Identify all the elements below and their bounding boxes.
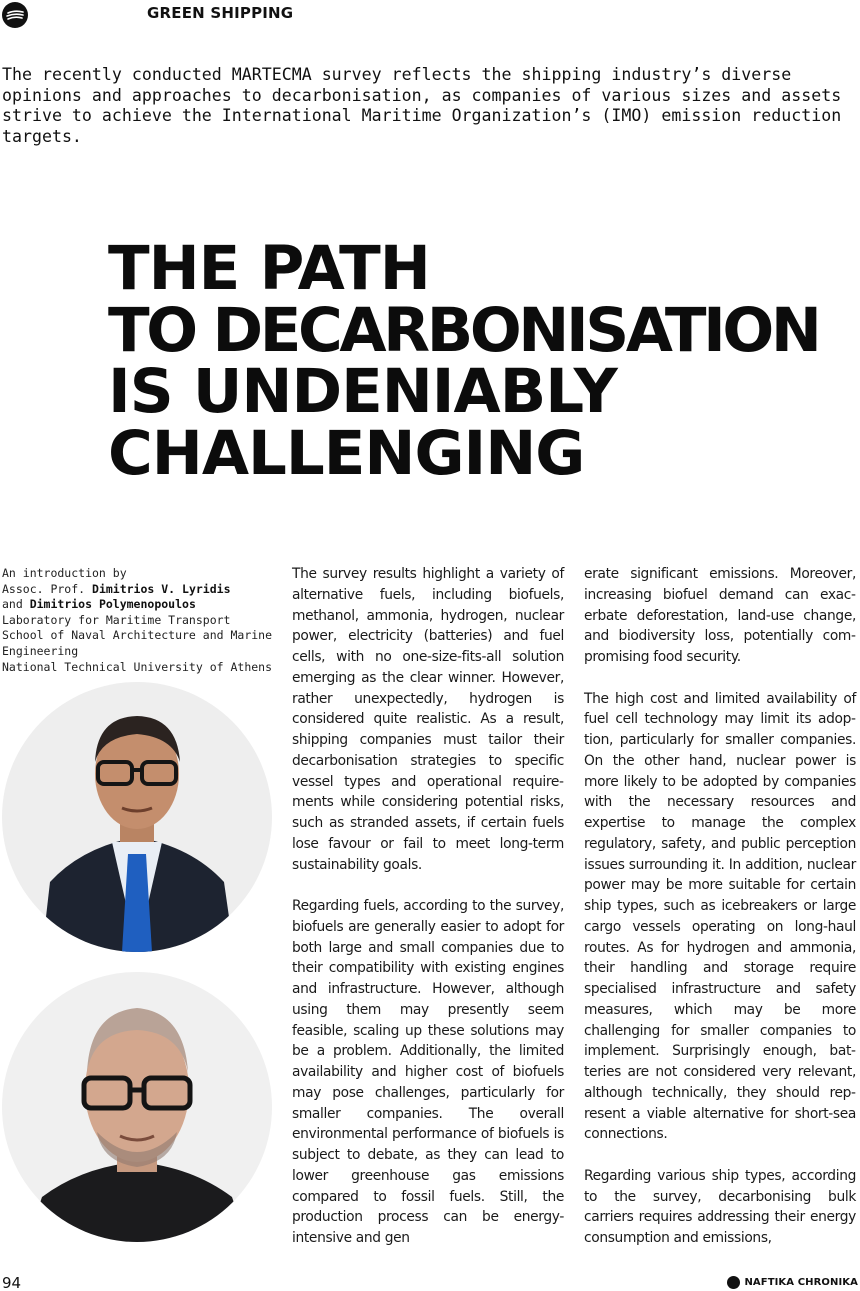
page-number: 94 bbox=[2, 1274, 22, 1291]
byline-affiliation: National Technical University of Athens bbox=[2, 659, 273, 674]
author-photo-polymenopoulos bbox=[2, 972, 272, 1242]
author-name: Dimitrios V. Lyridis bbox=[92, 581, 231, 596]
intro-paragraph: The recently conducted MARTECMA survey reflects the shipping industry’s diverse opinions and approaches to decarbonisation, as companies of various sizes and assets strive to achieve the International Maritime Organization’s (IMO) emission reduction targets. bbox=[2, 65, 842, 146]
article-headline bbox=[108, 233, 860, 489]
byline-affiliation: Engineering bbox=[2, 643, 79, 658]
headline-line: CHALLENGING bbox=[108, 417, 585, 489]
body-paragraph: The survey results highlight a variety of alternative fuels, including biofuels, methanol, ammonia, hydrogen, nuclear power, electricity (batteries) and fuel cells, with no one-size-fits-all solution emerging as the clear winner. However, rather unexpectedly, hydrogen is considered quite realistic. As a result, shipping companies must tailor their decarbonisation strategies to specific vessel types and operational requirements while considering potential risks, such as stranded assets, if certain fuels lose favour or fail to meet long-term sustainability goals. bbox=[292, 566, 564, 873]
naftika-chronika-logo-icon bbox=[2, 2, 28, 28]
headline-line: IS UNDENIABLY bbox=[108, 356, 617, 427]
byline-intro: An introduction by bbox=[2, 566, 127, 580]
byline bbox=[2, 566, 282, 675]
byline-author-line bbox=[2, 597, 282, 613]
body-column-2 bbox=[584, 564, 856, 1270]
byline-title: Assoc. Prof. bbox=[2, 581, 93, 596]
author-name: Dimitrios Polymenopoulos bbox=[29, 597, 196, 612]
footer-brand bbox=[727, 1276, 858, 1289]
author-photo-lyridis bbox=[2, 682, 272, 952]
byline-author-line bbox=[2, 582, 282, 598]
section-label: GREEN SHIPPING bbox=[147, 4, 294, 22]
footer-brand-name: NAFTIKA CHRONIKA bbox=[744, 1277, 858, 1288]
byline-affiliation: Laboratory for Maritime Transport bbox=[2, 612, 231, 627]
byline-affiliation: School of Naval Architecture and Marine bbox=[2, 628, 273, 643]
body-paragraph: erate significant emissions. Moreover, increasing biofuel demand can exacerbate deforestation, land-use change, and biodiversity loss, potentially compromising food security. bbox=[584, 566, 856, 665]
naftika-chronika-logo-icon bbox=[727, 1276, 740, 1289]
headline-line: THE PATH bbox=[108, 233, 430, 304]
headline-line: TO DECARBONISATION bbox=[108, 294, 819, 366]
body-paragraph: Regarding various ship types, according to the survey, decarbonising bulk carriers requires addressing their energy consumption and emissions, bbox=[584, 1167, 856, 1246]
body-column-1 bbox=[292, 564, 564, 1270]
body-paragraph: The high cost and limited availability of fuel cell technology may limit its adoption, particularly for smaller companies. On the other hand, nuclear power is more likely to be adopted by companies with the necessary resources and expertise to manage the complex regulatory, safety, and public perception issues surrounding it. In addition, nuclear power may be more suitable for certain ship types, such as icebreakers or large cargo vessels operating on long-haul routes. As for hydrogen and ammonia, their handling and storage require specialised infrastructure and safety measures, which may be more challenging for smaller companies to implement. Surprisingly enough, batteries are not considered very relevant, although technically, they should represent a viable alternative for short-sea connections. bbox=[584, 690, 856, 1143]
body-paragraph: Regarding fuels, according to the survey, biofuels are generally easier to adopt for both large and small companies due to their compatibility with existing engines and infrastructure. However, although using them may presently seem feasible, scaling up these solutions may be a problem. Additionally, the limited availability and higher cost of biofuels may pose challenges, particularly for smaller companies. The overall environmental performance of biofuels is subject to debate, as they can lead to lower greenhouse gas emissions compared to fossil fuels. Still, the production process can be energy-intensive and gen bbox=[292, 898, 564, 1246]
byline-conjunction: and bbox=[2, 597, 30, 612]
